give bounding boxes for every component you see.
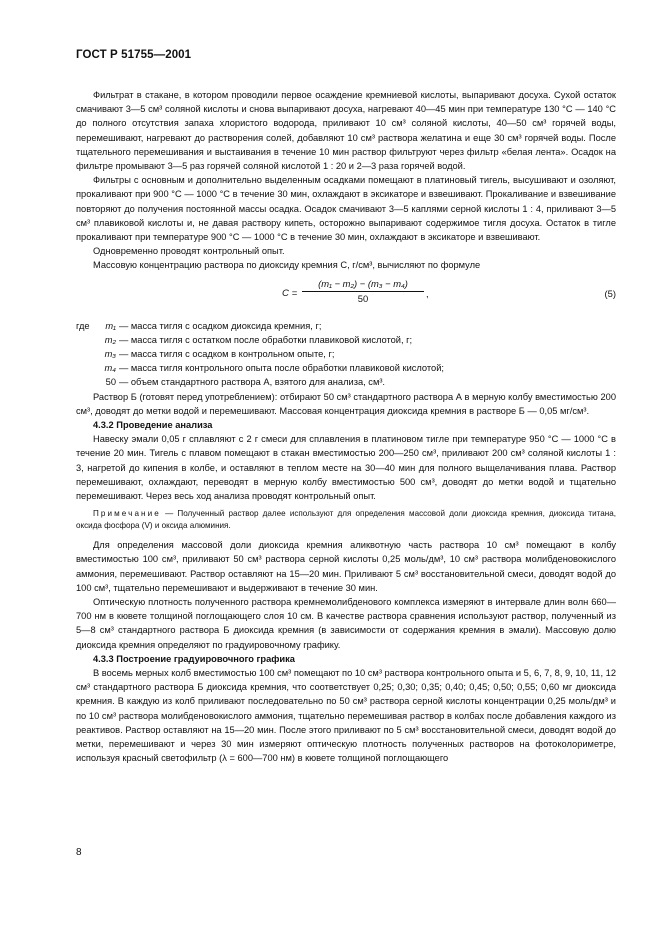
note (76, 508, 616, 531)
paragraph-analysis: Навеску эмали 0,05 г сплавляют с 2 г смеси для сплавления в платиновом тигле при температуре 950 °С — 1000 °С в течение 20 мин. Тигель с плавом помещают в стакан вместимостью 200—250 см³, приливают 200 см³ соляной кислоты 1 : 3, нагретой до кипения в колбе, и оставляют в теплом месте на 30—40 мин для полного выщелачивания плава. Раствор перемешивают, охлаждают, переводят в мерную колбу вместимостью 500 см³, доводят до метки водой и тщательно перемешивают. Через весь ход анализа проводят контрольный опыт. (76, 434, 616, 501)
note-text: — Полученный раствор далее используют для определения массовой доли диоксида кремния, диоксида титана, оксида фосфора (V) и оксида алюминия. (76, 509, 616, 530)
formula-numerator: (m₁ − m₂) − (m₃ − m₄) (302, 277, 424, 292)
paragraph-filtrate: Фильтрат в стакане, в котором проводили первое осаждение кремниевой кислоты, выпаривают досуха. Сухой остаток смачивают 3—5 см³ соляной кислоты и снова выпаривают досуха, нагревают 40—45 мин при температуре 130 °С — 140 °С до полного отсутствия запаха хлористого водорода, приливают 10 см³ соляной кислоты, 40—50 см³ горячей воды, перемешивают, нагревают до растворения солей, добавляют 10 см³ раствора желатина и еще 30 см³ горячей воды. После тщательного перемешивания и выстаивания в течение 10 мин раствор фильтруют через фильтр «белая лента». Осадок на фильтре промывают 3—5 раз горячей соляной кислотой 1 : 20 и 2—3 раза горячей водой. (76, 90, 616, 172)
formula-5 (76, 277, 616, 313)
formula-lhs: C = (282, 287, 298, 299)
where-symbol: m₃ (104, 349, 116, 360)
where-row (76, 375, 616, 389)
paragraph-optical-density: Оптическую плотность полученного раствора кремнемолибденового комплекса измеряют в интервале длин волн 660—700 нм в кювете толщиной поглощающего слоя 10 см. В качестве раствора сравнения используют раствор, полученный из 5—8 см³ стандартного раствора Б диоксида кремния (в зависимости от содержания кремния в эмали). Массовую долю диоксида кремния определяют по градуировочному графику. (76, 597, 616, 650)
where-lead: где (76, 320, 90, 331)
section-heading-4-3-2: 4.3.2 Проведение анализа (93, 419, 213, 430)
where-symbol: m₂ (104, 334, 116, 345)
where-text: — масса тигля контрольного опыта после обработки плавиковой кислотой; (119, 363, 445, 374)
where-row (76, 333, 616, 347)
formula-denominator: 50 (357, 292, 369, 304)
section-heading-4-3-3: 4.3.3 Построение градуировочного графика (93, 653, 295, 664)
paragraph-solution-b: Раствор Б (готовят перед употреблением): отбирают 50 см³ стандартного раствора А в мерную колбу вместимостью 200 см³, доводят до метки водой и перемешивают. Массовая концентрация диоксида кремния в растворе Б — 0,05 мг/см³. (76, 391, 616, 416)
where-symbol: m₁ (105, 320, 116, 331)
where-symbol: 50 (105, 377, 116, 388)
where-row (76, 319, 616, 333)
paragraph-aliquot: Для определения массовой доли диоксида кремния аликвотную часть раствора 10 см³ помещают в колбу вместимостью 100 см³, приливают 50 см³ раствора серной кислоты 0,25 моль/дм³, 10 см³ раствора молибденовокислого аммония, перемешивают. Раствор оставляют на 15—20 мин. Приливают 5 см³ восстановительной смеси, доводят водой до 100 см³, тщательно перемешивают и выдерживают в течение 30 мин. (76, 540, 616, 593)
where-symbol: m₄ (104, 363, 116, 374)
note-title: Примечание (93, 509, 161, 519)
where-row (76, 361, 616, 375)
formula-fraction (302, 277, 424, 305)
where-text: — объем стандартного раствора А, взятого для анализа, см³. (119, 377, 386, 388)
paragraph-control: Одновременно проводят контрольный опыт. (93, 246, 285, 257)
document-header: ГОСТ Р 51755—2001 (76, 49, 192, 61)
where-text: — масса тигля с осадком диоксида кремния, г; (119, 320, 322, 331)
paragraph-concentration: Массовую концентрацию раствора по диоксиду кремния С, г/см³, вычисляют по формуле (93, 260, 481, 271)
where-text: — масса тигля с остатком после обработки плавиковой кислотой, г; (119, 334, 413, 345)
where-row (76, 347, 616, 361)
formula-number: (5) (604, 287, 616, 299)
formula-comma: , (426, 287, 429, 299)
paragraph-calibration: В восемь мерных колб вместимостью 100 см³ помещают по 10 см³ раствора контрольного опыта и 5, 6, 7, 8, 9, 10, 11, 12 см³ стандартного раствора Б диоксида кремния, что соответствует 0,25; 0,30; 0,35; 0,40; 0,45; 0,50; 0,55; 0,60 мг диоксида кремния. В каждую из колб приливают последовательно по 50 см³ раствора серной кислоты концентрации 0,25 моль/дм³ и по 10 см³ раствора молибденовокислого аммония, тщательно перемешивая раствор в колбах после добавления каждого из реактивов. Раствор оставляют на 15—20 мин. После этого приливают по 5 см³ восстановительной смеси, доводят водой до метки, перемешивают и через 30 мин измеряют оптическую плотность полученных растворов на фотоколориметре, используя красный светофильтр (λ = 600—700 нм) в кювете толщиной поглощающего (76, 668, 616, 764)
paragraph-filters: Фильтры с основным и дополнительно выделенным осадками помещают в платиновый тигель, высушивают и озоляют, прокаливают при 900 °С — 1000 °С в течение 30 мин, охлаждают в эксикаторе и взвешивают. Прокаливание и взвешивание повторяют до получения постоянной массы осадка. Осадок смачивают 3—5 каплями серной кислоты 1 : 4, приливают 3—5 см³ плавиковой кислоты и, не давая раствору кипеть, осторожно выпаривают содержимое тигля досуха. Остаток в тигле прокаливают при температуре 900 °С — 1000 °С в течение 30 мин, охлаждают в эксикаторе и взвешивают. (76, 175, 616, 243)
page-number: 8 (76, 847, 82, 858)
where-text: — масса тигля с осадком в контрольном опыте, г; (119, 349, 335, 360)
page-body (76, 88, 616, 765)
